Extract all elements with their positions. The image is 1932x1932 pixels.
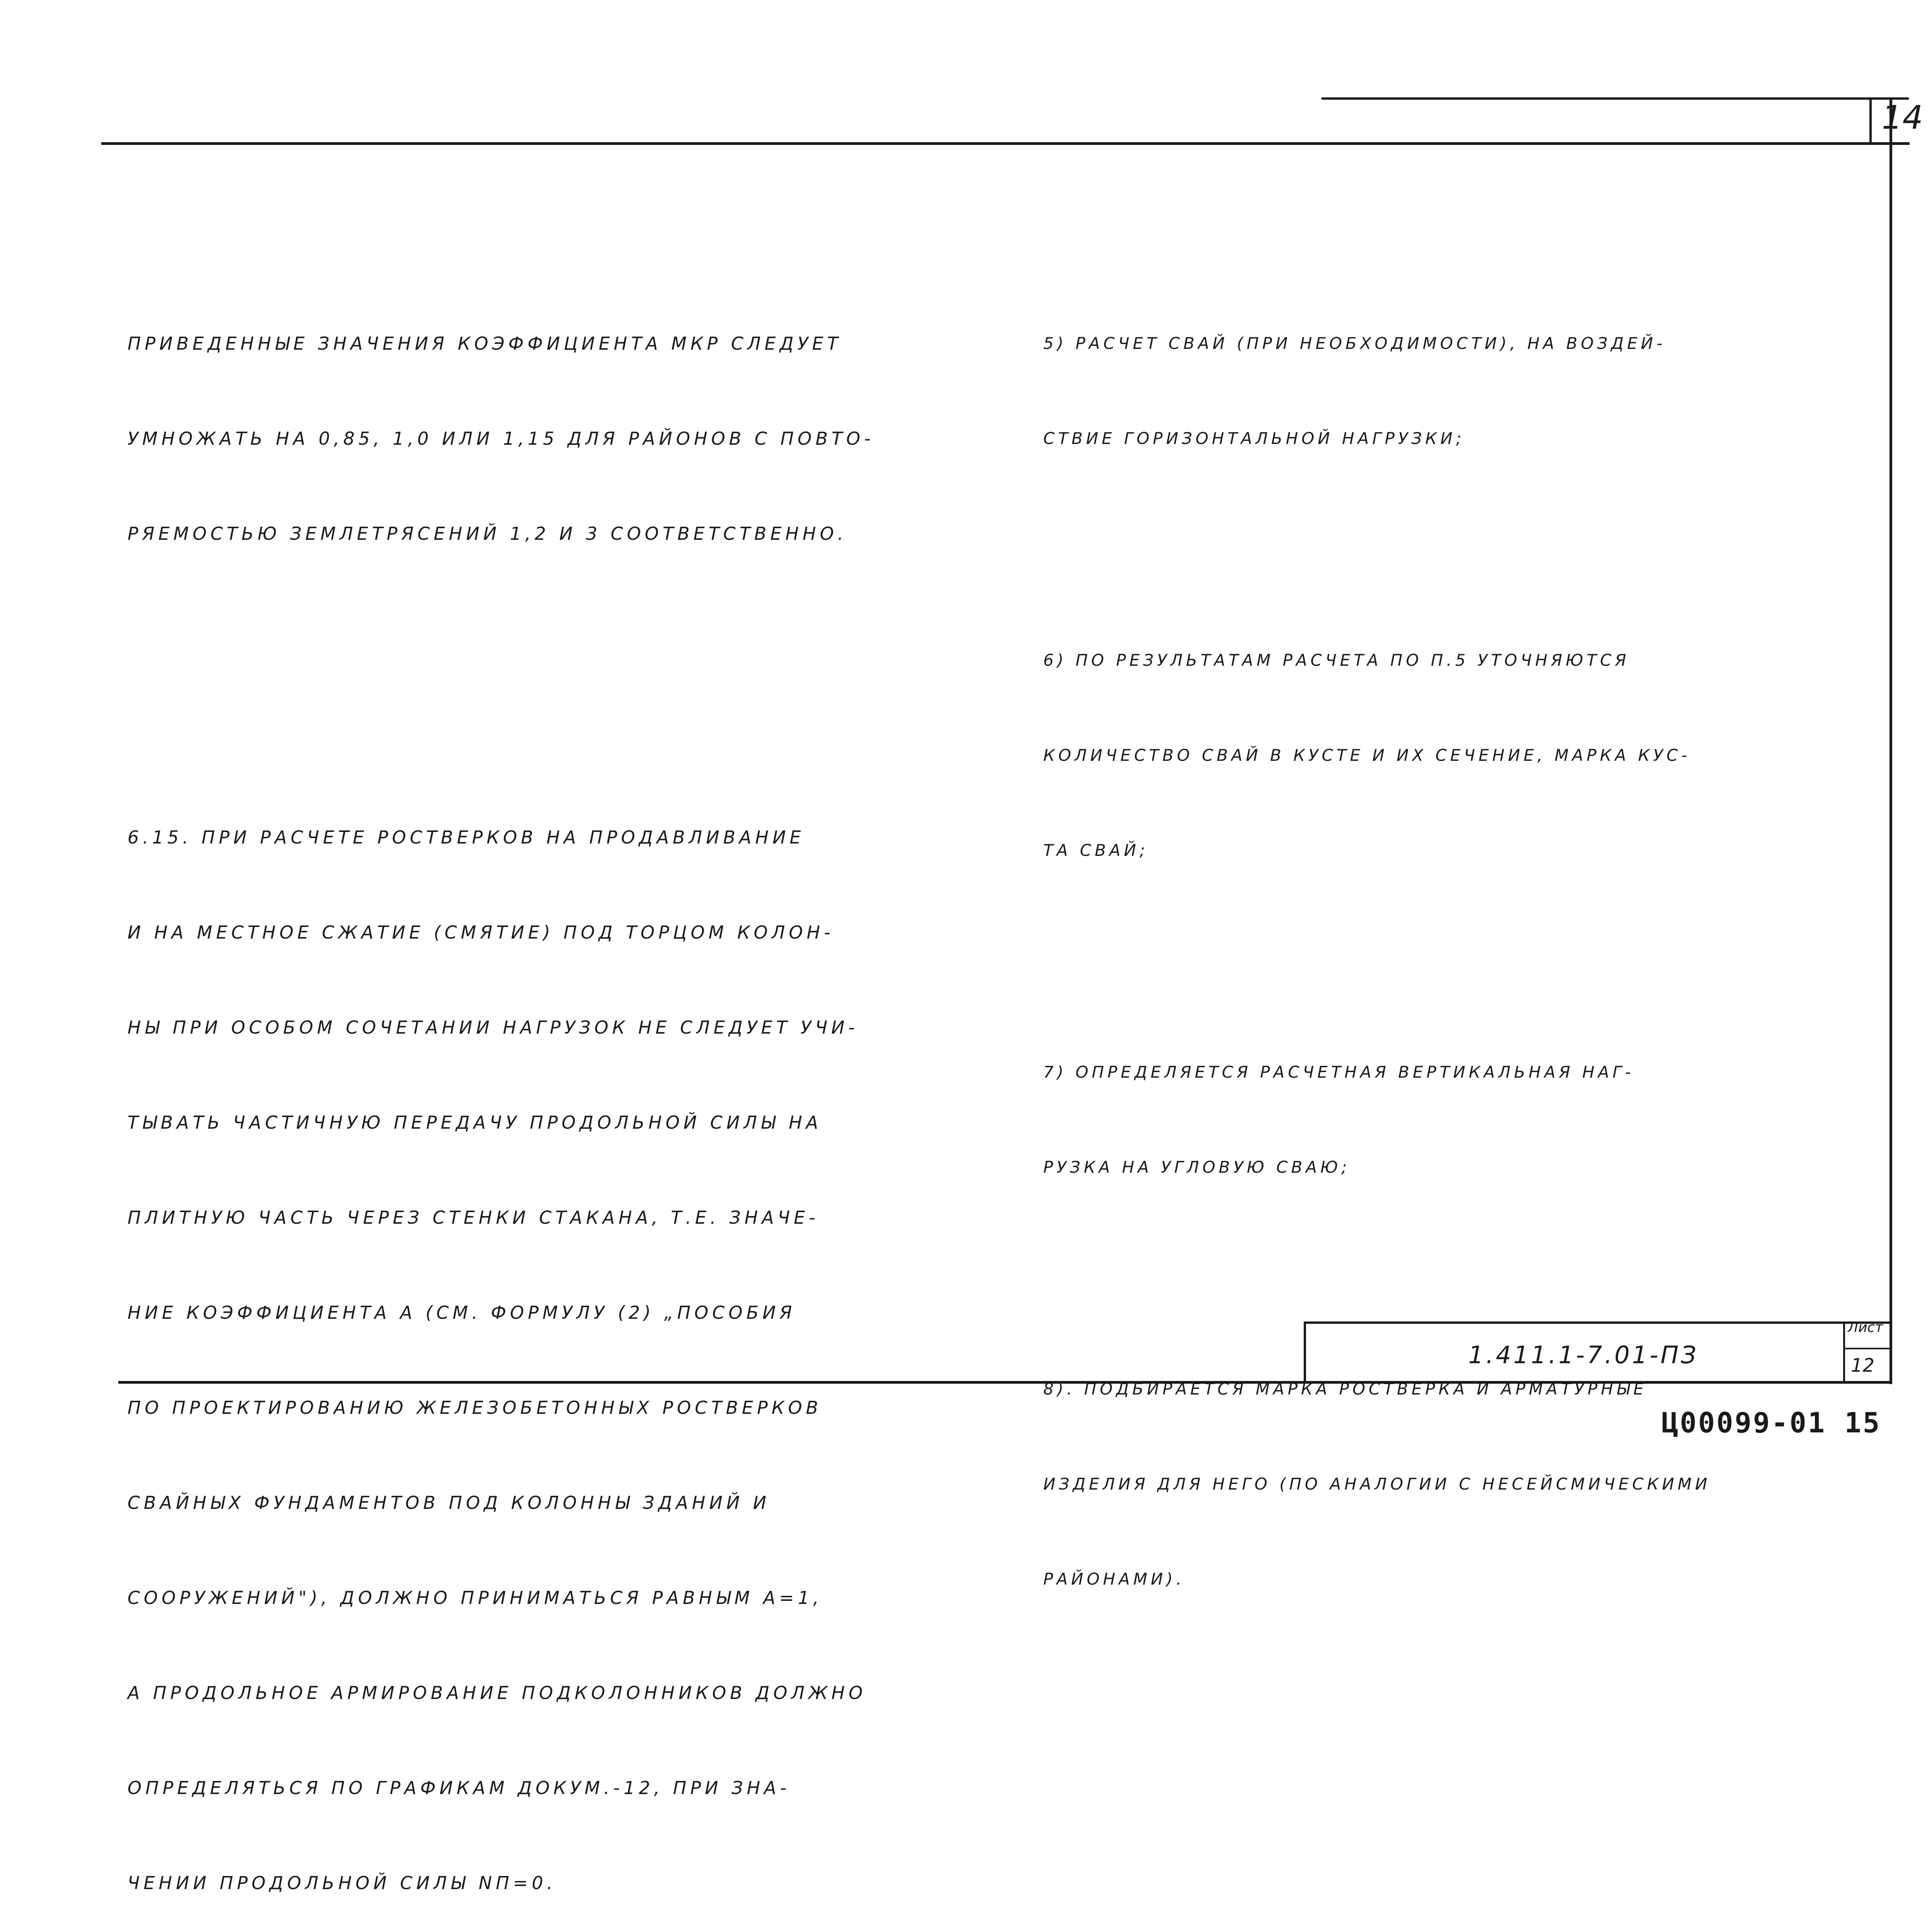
text-line: СТВИЕ ГОРИЗОНТАЛЬНОЙ НАГРУЗКИ; [1043,429,1465,448]
paragraph-coefficient-note [128,264,1016,613]
text-line: РАЙОНАМИ). [1043,1570,1185,1588]
item-8 [1043,1310,1874,1658]
text-line: НИЕ КОЭФФИЦИЕНТА Α (СМ. ФОРМУЛУ (2) „ПОСОБИЯ [128,1302,796,1323]
right-column [1043,201,1874,1690]
text-line: ТА СВАЙ; [1043,841,1149,860]
text-line: ОПРЕДЕЛЯТЬСЯ ПО ГРАФИКАМ ДОКУМ.-12, ПРИ ЗНА- [128,1777,791,1798]
document-code: 1.411.1-7.01-ПЗ [1468,1341,1699,1369]
top-frame-line [101,142,1910,145]
sheet-number: 14 [1882,99,1923,136]
text-line: 8). ПОДБИРАЕТСЯ МАРКА РОСТВЕРКА И АРМАТУРНЫЕ [1043,1379,1647,1398]
right-frame-line [1889,97,1892,1384]
text-line: РЯЕМОСТЬЮ ЗЕМЛЕТРЯСЕНИЙ 1,2 И 3 СООТВЕТСТВЕННО. [128,523,847,544]
sheet-number-divider [1869,97,1872,145]
text-line: 6) ПО РЕЗУЛЬТАТАМ РАСЧЕТА ПО П.5 УТОЧНЯЮТСЯ [1043,651,1630,670]
item-6 [1043,581,1874,930]
top-short-line [1321,97,1909,100]
text-line: И НА МЕСТНОЕ СЖАТИЕ (СМЯТИЕ) ПОД ТОРЦОМ КОЛОН- [128,922,834,943]
archive-number: Ц00099-01 15 [1662,1406,1881,1439]
item-5 [1043,264,1874,518]
text-line: ПО ПРОЕКТИРОВАНИЮ ЖЕЛЕЗОБЕТОННЫХ РОСТВЕРКОВ [128,1397,822,1418]
text-line: 7) ОПРЕДЕЛЯЕТСЯ РАСЧЕТНАЯ ВЕРТИКАЛЬНАЯ НАГ- [1043,1063,1634,1082]
text-line: А ПРОДОЛЬНОЕ АРМИРОВАНИЕ ПОДКОЛОННИКОВ ДОЛЖНО [128,1682,867,1703]
text-line: РУЗКА НА УГЛОВУЮ СВАЮ; [1043,1158,1350,1177]
text-line: УМНОЖАТЬ НА 0,85, 1,0 ИЛИ 1,15 ДЛЯ РАЙОНОВ С ПОВТО- [128,428,874,449]
left-column [128,201,1016,1932]
sheet-value: 12 [1851,1355,1875,1376]
text-line: СООРУЖЕНИЙ"), ДОЛЖНО ПРИНИМАТЬСЯ РАВНЫМ Α=1, [128,1587,823,1608]
paragraph-6-15 [128,758,1016,1932]
text-line: 5) РАСЧЕТ СВАЙ (ПРИ НЕОБХОДИМОСТИ), НА ВОЗДЕЙ- [1043,334,1666,353]
text-line: ЧЕНИИ ПРОДОЛЬНОЙ СИЛЫ NП=0. [128,1872,557,1893]
text-line: СВАЙНЫХ ФУНДАМЕНТОВ ПОД КОЛОННЫ ЗДАНИЙ И [128,1492,770,1513]
text-line: ПРИВЕДЕННЫЕ ЗНАЧЕНИЯ КОЭФФИЦИЕНТА MКР СЛЕДУЕТ [128,333,842,354]
item-7 [1043,993,1874,1247]
text-line: ИЗДЕЛИЯ ДЛЯ НЕГО (ПО АНАЛОГИИ С НЕСЕЙСМИЧЕСКИМИ [1043,1475,1711,1493]
sheet-label: Лист [1848,1320,1883,1335]
text-line: 6.15. ПРИ РАСЧЕТЕ РОСТВЕРКОВ НА ПРОДАВЛИВАНИЕ [128,827,805,848]
text-line: КОЛИЧЕСТВО СВАЙ В КУСТЕ И ИХ СЕЧЕНИЕ, МАРКА КУС- [1043,746,1691,765]
text-line: ТЫВАТЬ ЧАСТИЧНУЮ ПЕРЕДАЧУ ПРОДОЛЬНОЙ СИЛЫ НА [128,1112,822,1133]
text-line: ПЛИТНУЮ ЧАСТЬ ЧЕРЕЗ СТЕНКИ СТАКАНА, Т.Е. ЗНАЧЕ- [128,1207,819,1228]
text-line: НЫ ПРИ ОСОБОМ СОЧЕТАНИИ НАГРУЗОК НЕ СЛЕДУЕТ УЧИ- [128,1017,859,1038]
